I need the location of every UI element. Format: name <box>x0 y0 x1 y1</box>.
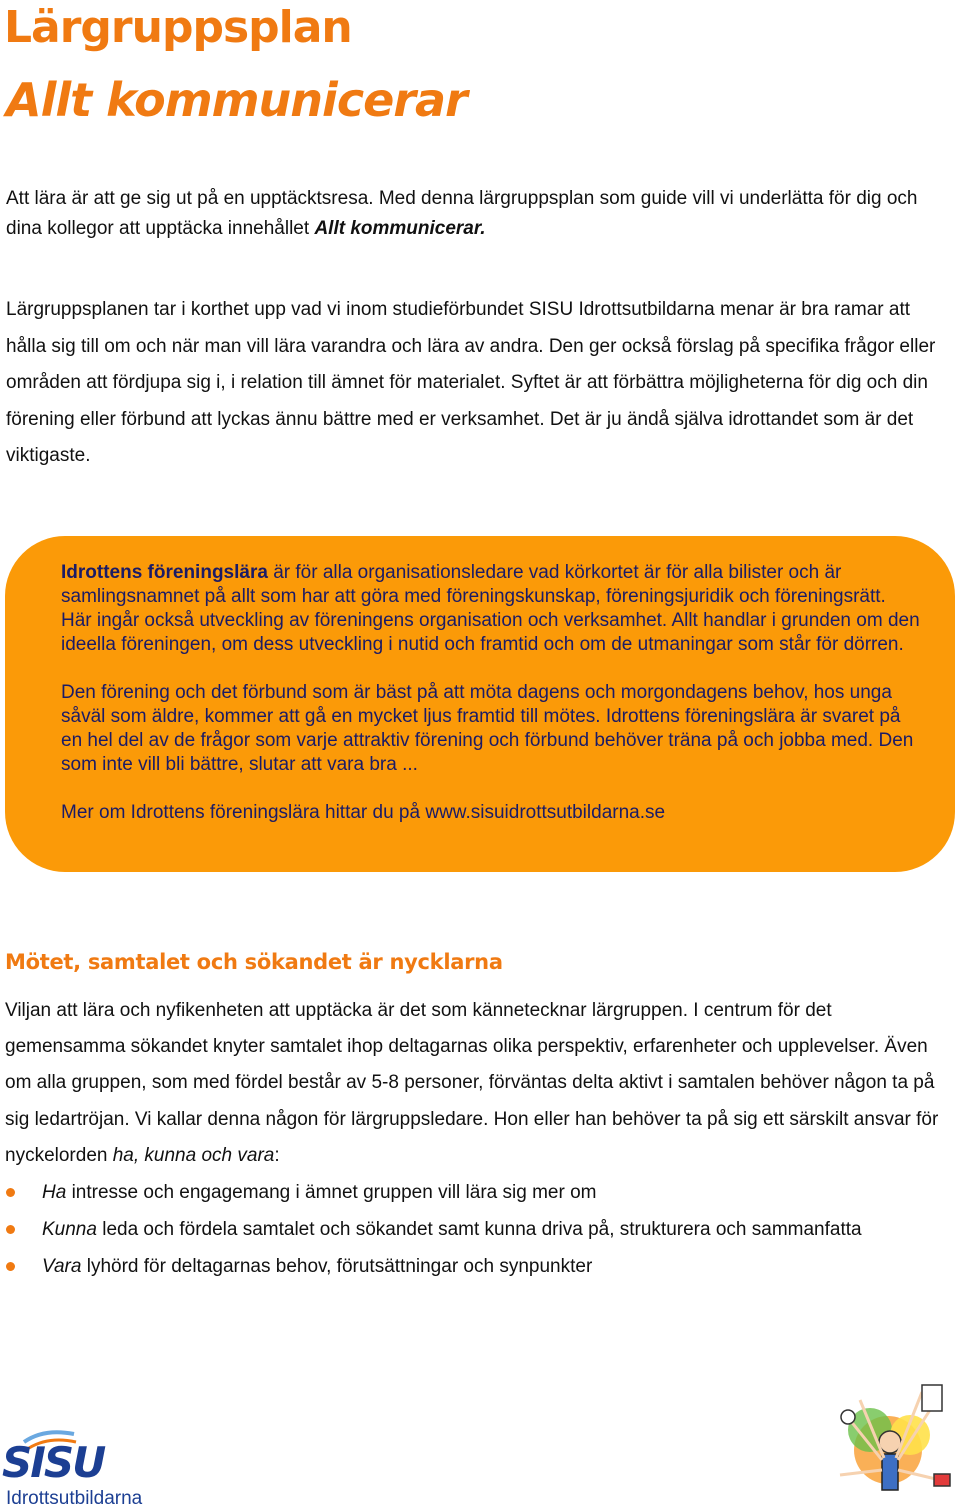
logo-main-text: SISU <box>2 1438 105 1487</box>
list-item-text: lyhörd för deltagarnas behov, förutsättningar och synpunkter <box>81 1256 593 1277</box>
keyword-list <box>5 1174 862 1285</box>
description-paragraph: Lärgruppsplanen tar i korthet upp vad vi inom studieförbundet SISU Idrottsutbildarna menar är bra ramar att hålla sig till om och när man vill lära varandra och lära av andra. Den ger också förslag på specifika frågor eller områden att fördjupa sig i, i relation till ämnet för materialet. Syftet är att förbättra möjligheterna för dig och din förening eller förbund att lyckas ännu bättre med er verksamhet. Det är ju ändå själva idrottandet som är det viktigaste. <box>6 299 936 466</box>
info-box-content <box>61 561 921 849</box>
section-heading: Mötet, samtalet och sökandet är nycklarna <box>5 950 503 974</box>
intro-emphasis: Allt kommunicerar. <box>314 218 486 239</box>
info-box-paragraph-1 <box>61 561 921 657</box>
info-box-p1-text: är för alla organisationsledare vad körkortet är för alla bilister och är samlingsnamnet på allt som har att göra med föreningskunskap, föreningsjuridik och föreningsrätt. Här ingår också utveckling av föreningens organisation och verksamhet. Allt handlar i grunden om den ideella föreningen, om dess utveckling i nutid och framtid och om de utmaningar som står för dörren. <box>61 562 920 655</box>
list-item <box>5 1174 862 1211</box>
bullet-dot-icon <box>6 1262 15 1271</box>
section-paragraph <box>5 993 950 1174</box>
logo-sub-text: Idrottsutbildarna <box>6 1488 143 1509</box>
section-keywords: ha, kunna och vara <box>112 1144 275 1166</box>
page-title: Lärgruppsplan <box>4 2 352 53</box>
bullet-dot-icon <box>6 1225 15 1234</box>
section-colon: : <box>274 1144 280 1166</box>
multitasking-person-icon <box>810 1380 960 1511</box>
list-item-term: Kunna <box>42 1219 97 1240</box>
list-item-term: Vara <box>42 1256 82 1277</box>
info-box-paragraph-2: Den förening och det förbund som är bäst på att möta dagens och morgondagens behov, hos unga såväl som äldre, kommer att gå en mycket ljus framtid till mötes. Idrottens föreningslära är svaret på en hel del av de frågor som varje attraktiv förening och förbund behöver träna på och jobba med. Den som inte vill bli bättre, slutar att vara bra ... <box>61 682 914 775</box>
list-item-text: leda och fördela samtalet och sökandet samt kunna driva på, strukturera och sammanfatta <box>96 1219 862 1240</box>
section-text: Viljan att lära och nyfikenheten att upptäcka är det som kännetecknar lärgruppen. I centrum för det gemensamma sökandet knyter samtalet ihop deltagarnas olika perspektiv, erfarenheter och upplevelser. Även om alla gruppen, som med fördel består av 5-8 personer, förväntas delta aktivt i samtalen behöver någon ta på sig ledartröjan. Vi kallar denna någon för lärgruppsledare. Hon eller han behöver ta på sig ett särskilt ansvar för nyckelorden <box>5 1000 939 1166</box>
page-subtitle: Allt kommunicerar <box>6 73 467 127</box>
list-item-term: Ha <box>42 1182 67 1203</box>
intro-text: Att lära är att ge sig ut på en upptäcktsresa. Med denna lärgruppsplan som guide vill vi underlätta för dig och dina kollegor att upptäcka innehållet <box>6 188 918 239</box>
list-item <box>5 1211 862 1248</box>
info-box-paragraph-3: Mer om Idrottens föreningslära hittar du på www.sisuidrottsutbildarna.se <box>61 802 666 823</box>
list-item <box>5 1248 862 1285</box>
info-box-lead: Idrottens föreningslära <box>61 562 268 583</box>
list-item-text: intresse och engagemang i ämnet gruppen vill lära sig mer om <box>66 1182 597 1203</box>
bullet-dot-icon <box>6 1188 15 1197</box>
intro-paragraph <box>6 184 946 244</box>
